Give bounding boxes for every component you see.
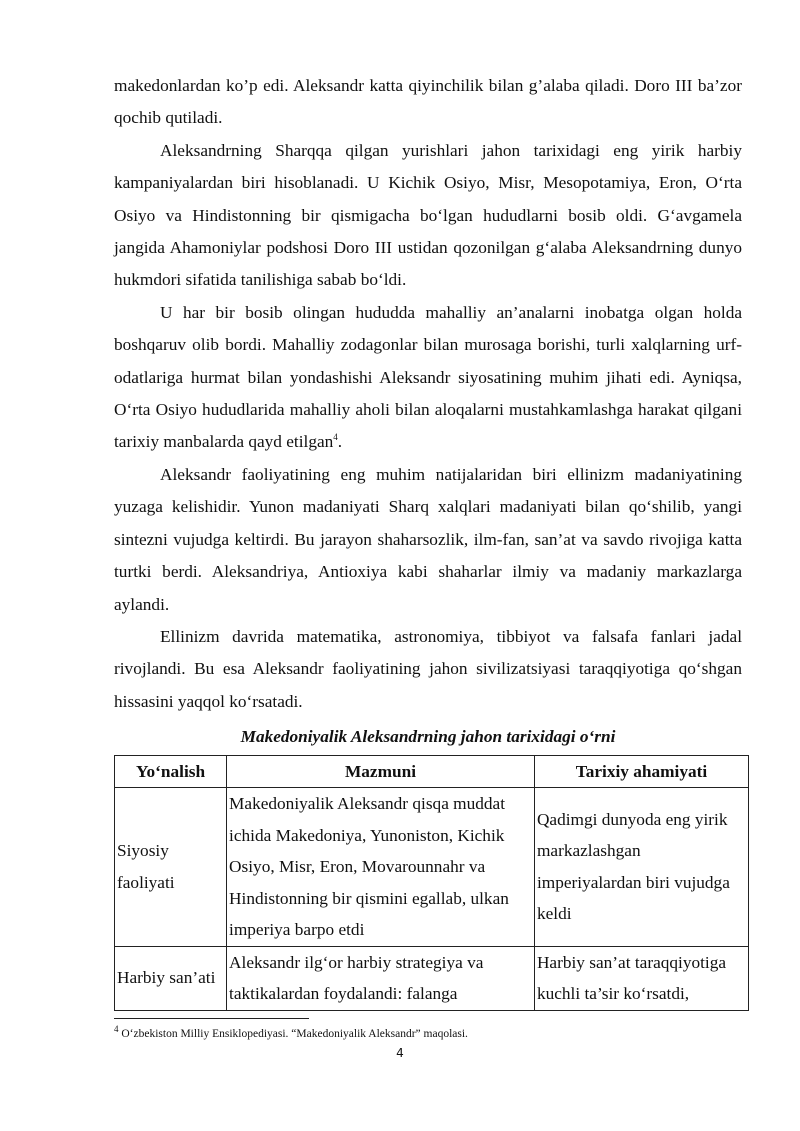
history-table: [114, 755, 749, 1011]
table-row: [115, 946, 749, 1010]
column-header: Tarixiy ahamiyati: [534, 756, 748, 788]
table-header-row: [115, 756, 749, 788]
table-caption: Makedoniyalik Aleksandrning jahon tarixidagi o‘rni: [240, 727, 616, 746]
table-row: [115, 788, 749, 947]
column-header: Yo‘nalish: [115, 756, 227, 788]
page-number: 4: [396, 1046, 404, 1060]
table-cell: Harbiy san’ati: [115, 946, 227, 1010]
footnote-number: 4: [114, 1024, 119, 1035]
paragraph: makedonlardan ko’p edi. Aleksandr katta qiyinchilik bilan g’alaba qiladi. Doro III ba’zor qochib qutiladi.: [114, 76, 742, 128]
table-cell: Aleksandr ilg‘or harbiy strategiya va taktikalardan foydalandi: falanga: [227, 946, 535, 1010]
body-text: [114, 70, 742, 718]
column-header: Mazmuni: [227, 756, 535, 788]
paragraph-end: .: [337, 432, 343, 452]
paragraph: Aleksandr faoliyatining eng muhim natijalaridan biri ellinizm madaniyatining yuzaga kelishidir. Yunon madaniyati Sharq xalqlari madaniyati bilan qo‘shilib, yangi sintezni vujudga keltirdi. Bu jarayon shaharsozlik, ilm-fan, san’at va savdo rivojiga katta turtki berdi. Aleksandriya, Antioxiya kabi shaharlar ilmiy va madaniy markazlarga aylandi.: [114, 464, 742, 614]
paragraph: Aleksandrning Sharqqa qilgan yurishlari jahon tarixidagi eng yirik harbiy kampaniyalardan biri hisoblanadi. U Kichik Osiyo, Misr, Mesopotamiya, Eron, O‘rta Osiyo va Hindistonning bir qismigacha bo‘lgan hududlarni bosib oldi. G‘avgamela jangida Ahamoniylar podshosi Doro III ustidan qozonilgan g‘alaba Aleksandrning dunyo hukmdori sifatida tanilishiga sabab bo‘ldi.: [114, 140, 742, 290]
footnote-text: O‘zbekiston Milliy Ensiklopediyasi. “Makedoniyalik Aleksandr” maqolasi.: [121, 1028, 468, 1040]
footnote: [114, 1024, 468, 1040]
table-cell: Harbiy san’at taraqqiyotiga kuchli ta’sir ko‘rsatdi,: [534, 946, 748, 1010]
table-cell: Qadimgi dunyoda eng yirik markazlashgan imperiyalardan biri vujudga keldi: [534, 788, 748, 947]
footnote-separator: [114, 1018, 309, 1019]
table-cell: Makedoniyalik Aleksandr qisqa muddat ichida Makedoniya, Yunoniston, Kichik Osiyo, Misr, Eron, Movarounnahr va Hindistonning bir qismini egallab, ulkan imperiya barpo etdi: [227, 788, 535, 947]
paragraph-text: U har bir bosib olingan hududda mahalliy an’analarni inobatga olgan holda boshqaruv olib bordi. Mahalliy zodagonlar bilan murosaga borishi, turli xalqlarning urf-odatlariga hurmat bilan yondashishi Aleksandr siyosatining muhim jihati edi. Ayniqsa, O‘rta Osiyo hududlarida mahalliy aholi bilan aloqalarni mustahkamlashga harakat qilgani tarixiy manbalarda qayd etilgan: [114, 302, 742, 452]
paragraph: Ellinizm davrida matematika, astronomiya, tibbiyot va falsafa fanlari jadal rivojlandi. Bu esa Aleksandr faoliyatining jahon sivilizatsiyasi taraqqiyotiga qo‘shgan hissasini yaqqol ko‘rsatadi.: [114, 626, 742, 711]
footnote-reference[interactable]: 4: [333, 432, 338, 443]
table-cell: Siyosiy faoliyati: [115, 788, 227, 947]
paragraph: [114, 297, 742, 459]
